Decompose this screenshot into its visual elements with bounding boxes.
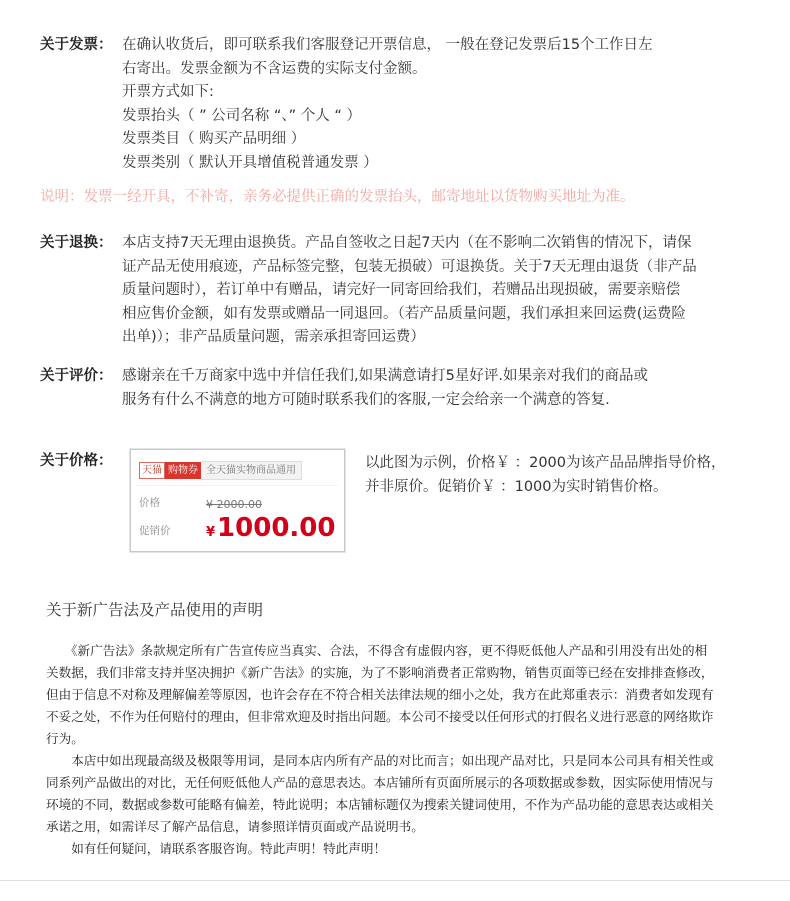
orig-price-label: 价格	[139, 497, 160, 509]
statement-body	[46, 640, 766, 860]
statement-line: 关数据，我们非常支持并坚决拥护《新广告法》的实施，为了不影响消费者正常购物，销售页面等已经在安排排查修改，	[46, 665, 714, 680]
returns-line: 证产品无使用痕迹，产品标签完整，包装无损破）可退换货。关于7天无理由退货（非产品	[122, 258, 697, 275]
invoice-line: 发票类目（ 购买产品明细 ）	[122, 131, 306, 147]
statement-line: 但由于信息不对称及理解偏差等原因，也许会存在不符合相关法律法规的细小之处，我方在此郑重表示：消费者如发现有	[46, 687, 714, 702]
card-badges	[139, 461, 302, 479]
statement-line: 同系列产品做出的对比，无任何贬低他人产品的意思表达。本店铺所有页面所展示的各项数据或参数，因实际使用情况与	[46, 775, 714, 790]
review-line: 感谢亲在千万商家中选中并信任我们,如果满意请打5星好评.如果亲对我们的商品或	[122, 368, 648, 384]
price-label: 关于价格：	[40, 453, 113, 469]
invoice-line: 发票类别（ 默认开具增值税普通发票 ）	[122, 154, 378, 171]
orig-price: ¥ 2000.00	[206, 498, 262, 511]
coverage-note: 全天猫实物商品通用	[201, 461, 302, 480]
statement-line: 本店中如出现最高级及极限等用词，是同本店内所有产品的对比而言；如出现产品对比，只是同本公司具有相关性或	[46, 753, 714, 768]
returns-label: 关于退换：	[40, 235, 113, 251]
statement-line: 环境的不同，数据或参数可能略有偏差，特此说明；本店铺标题仅为搜索关键词使用，不作为产品功能的意思表达或相关	[46, 797, 714, 812]
invoice-line: 发票抬头（ ” 公司名称 “、” 个人 “ ）	[122, 107, 361, 124]
sale-currency: ¥	[206, 525, 216, 540]
price-explanation	[365, 451, 726, 499]
review-section	[40, 365, 648, 412]
returns-line: 质量问题时），若订单中有赠品，请完好一同寄回给我们，若赠品出现损破，需要亲赔偿	[122, 282, 681, 298]
returns-line: 相应售价金额，如有发票或赠品一同退回。（若产品质量问题，我们承担来回运费(运费险	[122, 305, 686, 322]
statement-title: 关于新广告法及产品使用的声明	[46, 601, 264, 619]
invoice-label: 关于发票：	[40, 37, 113, 53]
sale-price-label: 促销价	[139, 525, 171, 537]
review-line: 服务有什么不满意的地方可随时联系我们的客服,一定会给亲一个满意的答复.	[122, 391, 610, 408]
sale-price	[206, 513, 335, 543]
coupon-badge: 购物券	[165, 462, 201, 479]
invoice-line: 开票方式如下:	[122, 84, 214, 100]
statement-line: 承诺之用，如需详尽了解产品信息，请参照详情页面或产品说明书。	[46, 819, 424, 834]
price-example-card	[130, 449, 345, 552]
tmall-badge: 天猫	[139, 462, 165, 479]
statement-line: 不妥之处，不作为任何赔付的理由，但非常欢迎及时指出问题。本公司不接受以任何形式的打假名义进行恶意的网络欺诈	[46, 709, 714, 724]
bottom-divider	[0, 880, 790, 881]
returns-line: 出单)）；非产品质量问题，需亲承担寄回运费）	[122, 329, 425, 345]
review-label: 关于评价：	[40, 368, 113, 384]
invoice-line: 右寄出。发票金额为不含运费的实际支付金额。	[122, 60, 427, 77]
invoice-warning: 说明：发票一经开具，不补寄，亲务必提供正确的发票抬头，邮寄地址以货物购买地址为准。	[40, 189, 635, 205]
card-divider	[137, 485, 338, 486]
statement-line: 《新广告法》条款规定所有广告宣传应当真实、合法，不得含有虚假内容，更不得贬低他人产品和引用没有出处的相	[46, 643, 708, 658]
sale-price-value: 1000.00	[217, 513, 336, 543]
price-line: 以此图为示例，价格￥ ：2000为该产品品牌指导价格，	[365, 455, 726, 471]
returns-line: 本店支持7天无理由退换货。产品自签收之日起7天内（在不影响二次销售的情况下，请保	[122, 235, 692, 251]
statement-line: 如有任何疑问，请联系客服咨询。特此声明！特此声明！	[46, 841, 387, 856]
invoice-section	[40, 34, 653, 175]
returns-section	[40, 232, 697, 350]
statement-line: 行为。	[46, 731, 84, 746]
invoice-line: 在确认收货后，即可联系我们客服登记开票信息， 一般在登记发票后15个工作日左	[122, 37, 653, 53]
price-line: 并非原价。促销价￥ ：1000为实时销售价格。	[365, 479, 668, 495]
